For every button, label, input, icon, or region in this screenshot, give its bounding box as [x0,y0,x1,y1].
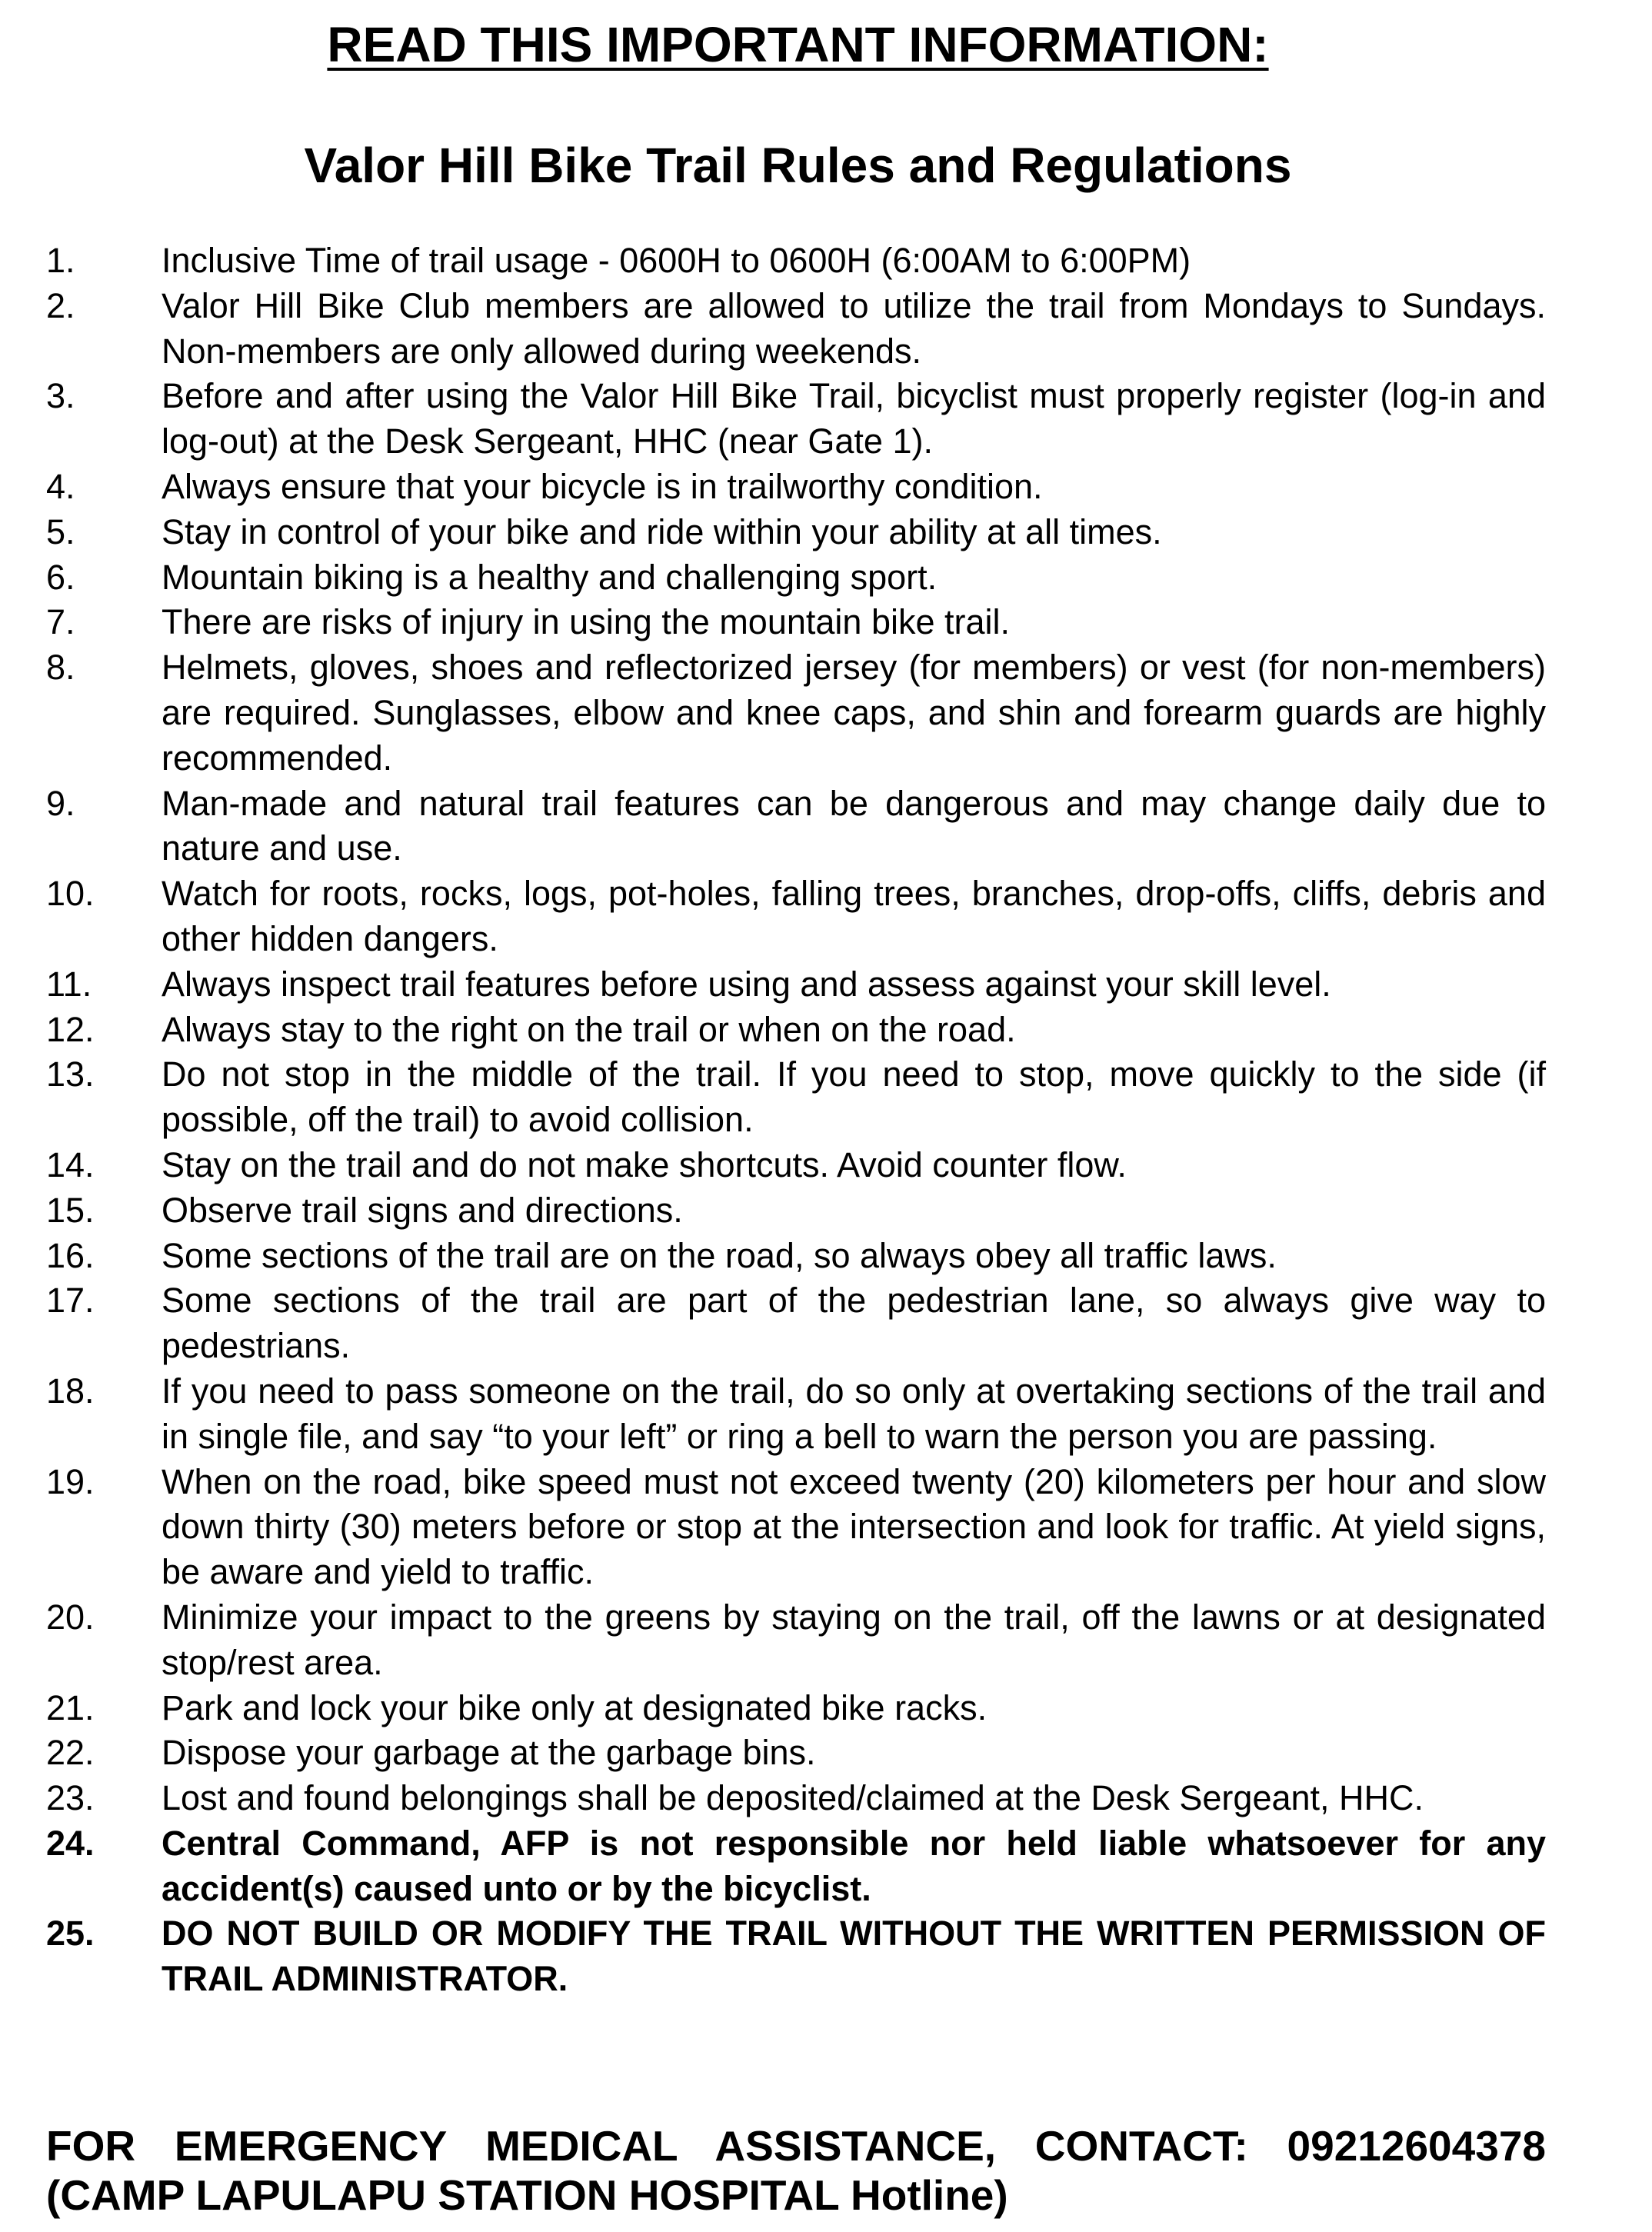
rule-item [0,1460,1652,1595]
rule-number: 6. [46,557,75,597]
rule-number: 15. [46,1190,95,1230]
rule-item [0,510,1652,555]
rule-text: Mountain biking is a healthy and challenging sport. [162,557,938,597]
rule-number: 18. [46,1371,95,1411]
rule-text: Man-made and natural trail features can be dangerous and may change daily due to nature and use. [162,783,1546,868]
rule-number: 4. [46,466,75,506]
rule-number: 12. [46,1009,95,1049]
rule-number: 13. [46,1054,95,1094]
rule-item [0,555,1652,601]
rule-item [0,374,1652,465]
rule-text: Minimize your impact to the greens by staying on the trail, off the lawns or at designated stop/rest area. [162,1597,1546,1682]
rule-item [0,1278,1652,1369]
rule-text: Dispose your garbage at the garbage bins. [162,1733,816,1773]
rule-number: 7. [46,602,75,642]
rule-text: Watch for roots, rocks, logs, pot-holes, falling trees, branches, drop-offs, cliffs, debris and other hidden dangers. [162,874,1546,958]
rule-item [0,1052,1652,1143]
rule-number: 25. [46,1914,95,1954]
rule-text: DO NOT BUILD OR MODIFY THE TRAIL WITHOUT THE WRITTEN PERMISSION OF TRAIL ADMINISTRATOR. [162,1914,1546,1999]
rule-number: 1. [46,241,75,280]
rule-number: 20. [46,1597,95,1637]
rule-item [0,1008,1652,1053]
rule-number: 9. [46,783,75,823]
rule-item [0,1776,1652,1821]
rule-item [0,781,1652,872]
rule-item [0,238,1652,284]
rule-item [0,1731,1652,1776]
rule-number: 11. [46,964,92,1004]
rule-item [0,284,1652,375]
rule-item [0,465,1652,510]
rule-item [0,1143,1652,1188]
rule-text: Stay in control of your bike and ride within your ability at all times. [162,511,1162,551]
rule-number: 14. [46,1144,95,1184]
emergency-contact-line2: (CAMP LAPULAPU STATION HOSPITAL Hotline) [46,2171,1008,2219]
emergency-contact [46,2121,1546,2220]
rule-text: Park and lock your bike only at designated bike racks. [162,1687,988,1727]
rule-text: Always inspect trail features before using and assess against your skill level. [162,964,1331,1004]
rule-text: Do not stop in the middle of the trail. If you need to stop, move quickly to the side (if possible, off the trail) to avoid collision. [162,1054,1546,1140]
rule-number: 21. [46,1687,95,1727]
rule-number: 8. [46,648,75,688]
rule-number: 24. [46,1823,95,1863]
rule-number: 3. [46,376,75,416]
notice-header: READ THIS IMPORTANT INFORMATION: [327,17,1269,72]
rule-text: Always stay to the right on the trail or when on the road. [162,1009,1016,1049]
rule-number: 10. [46,874,95,914]
rule-text: Some sections of the trail are on the road, so always obey all traffic laws. [162,1235,1277,1275]
rule-number: 2. [46,285,75,325]
rule-item [0,600,1652,645]
rule-text: Lost and found belongings shall be deposited/claimed at the Desk Sergeant, HHC. [162,1778,1424,1818]
rule-item [0,871,1652,962]
rules-list [0,238,1652,2002]
document-title: Valor Hill Bike Trail Rules and Regulations [304,138,1292,193]
rule-item [0,1234,1652,1279]
rule-number: 19. [46,1461,95,1501]
rule-item [0,1686,1652,1731]
rule-number: 23. [46,1778,95,1818]
rule-item [0,1821,1652,1912]
rule-text: Helmets, gloves, shoes and reflectorized jersey (for members) or vest (for non-members) are required. Sunglasses, elbow and knee caps, and shin and forearm guards are highly recommended. [162,648,1546,778]
rule-text: When on the road, bike speed must not exceed twenty (20) kilometers per hour and slow down thirty (30) meters before or stop at the intersection and look for traffic. At yield signs, be aware and yield to traffic. [162,1461,1546,1592]
rule-item [0,1188,1652,1234]
rule-number: 16. [46,1235,95,1275]
rule-item [0,1369,1652,1460]
rule-item [0,962,1652,1008]
rule-text: If you need to pass someone on the trail, do so only at overtaking sections of the trail and in single file, and say “to your left” or ring a bell to warn the person you are passing. [162,1371,1546,1456]
rule-text: Always ensure that your bicycle is in trailworthy condition. [162,466,1043,506]
rule-item [0,645,1652,781]
rule-text: Observe trail signs and directions. [162,1190,683,1230]
rule-text: Stay on the trail and do not make shortcuts. Avoid counter flow. [162,1144,1127,1184]
emergency-contact-line1: FOR EMERGENCY MEDICAL ASSISTANCE, CONTACT: 09212604378 [46,2122,1546,2170]
rule-number: 5. [46,511,75,551]
rule-text: Some sections of the trail are part of the pedestrian lane, so always give way to pedestrians. [162,1281,1546,1366]
rule-text: Inclusive Time of trail usage - 0600H to 0600H (6:00AM to 6:00PM) [162,241,1191,280]
rule-text: Valor Hill Bike Club members are allowed to utilize the trail from Mondays to Sundays. Non-members are only allowed during weekends. [162,285,1546,371]
rule-item [0,1595,1652,1686]
rule-text: Before and after using the Valor Hill Bike Trail, bicyclist must properly register (log-in and log-out) at the Desk Sergeant, HHC (near Gate 1). [162,376,1546,461]
rule-number: 17. [46,1281,95,1321]
rule-text: Central Command, AFP is not responsible nor held liable whatsoever for any accident(s) caused unto or by the bicyclist. [162,1823,1546,1908]
rule-text: There are risks of injury in using the mountain bike trail. [162,602,1011,642]
rule-number: 22. [46,1733,95,1773]
rule-item [0,1911,1652,2002]
